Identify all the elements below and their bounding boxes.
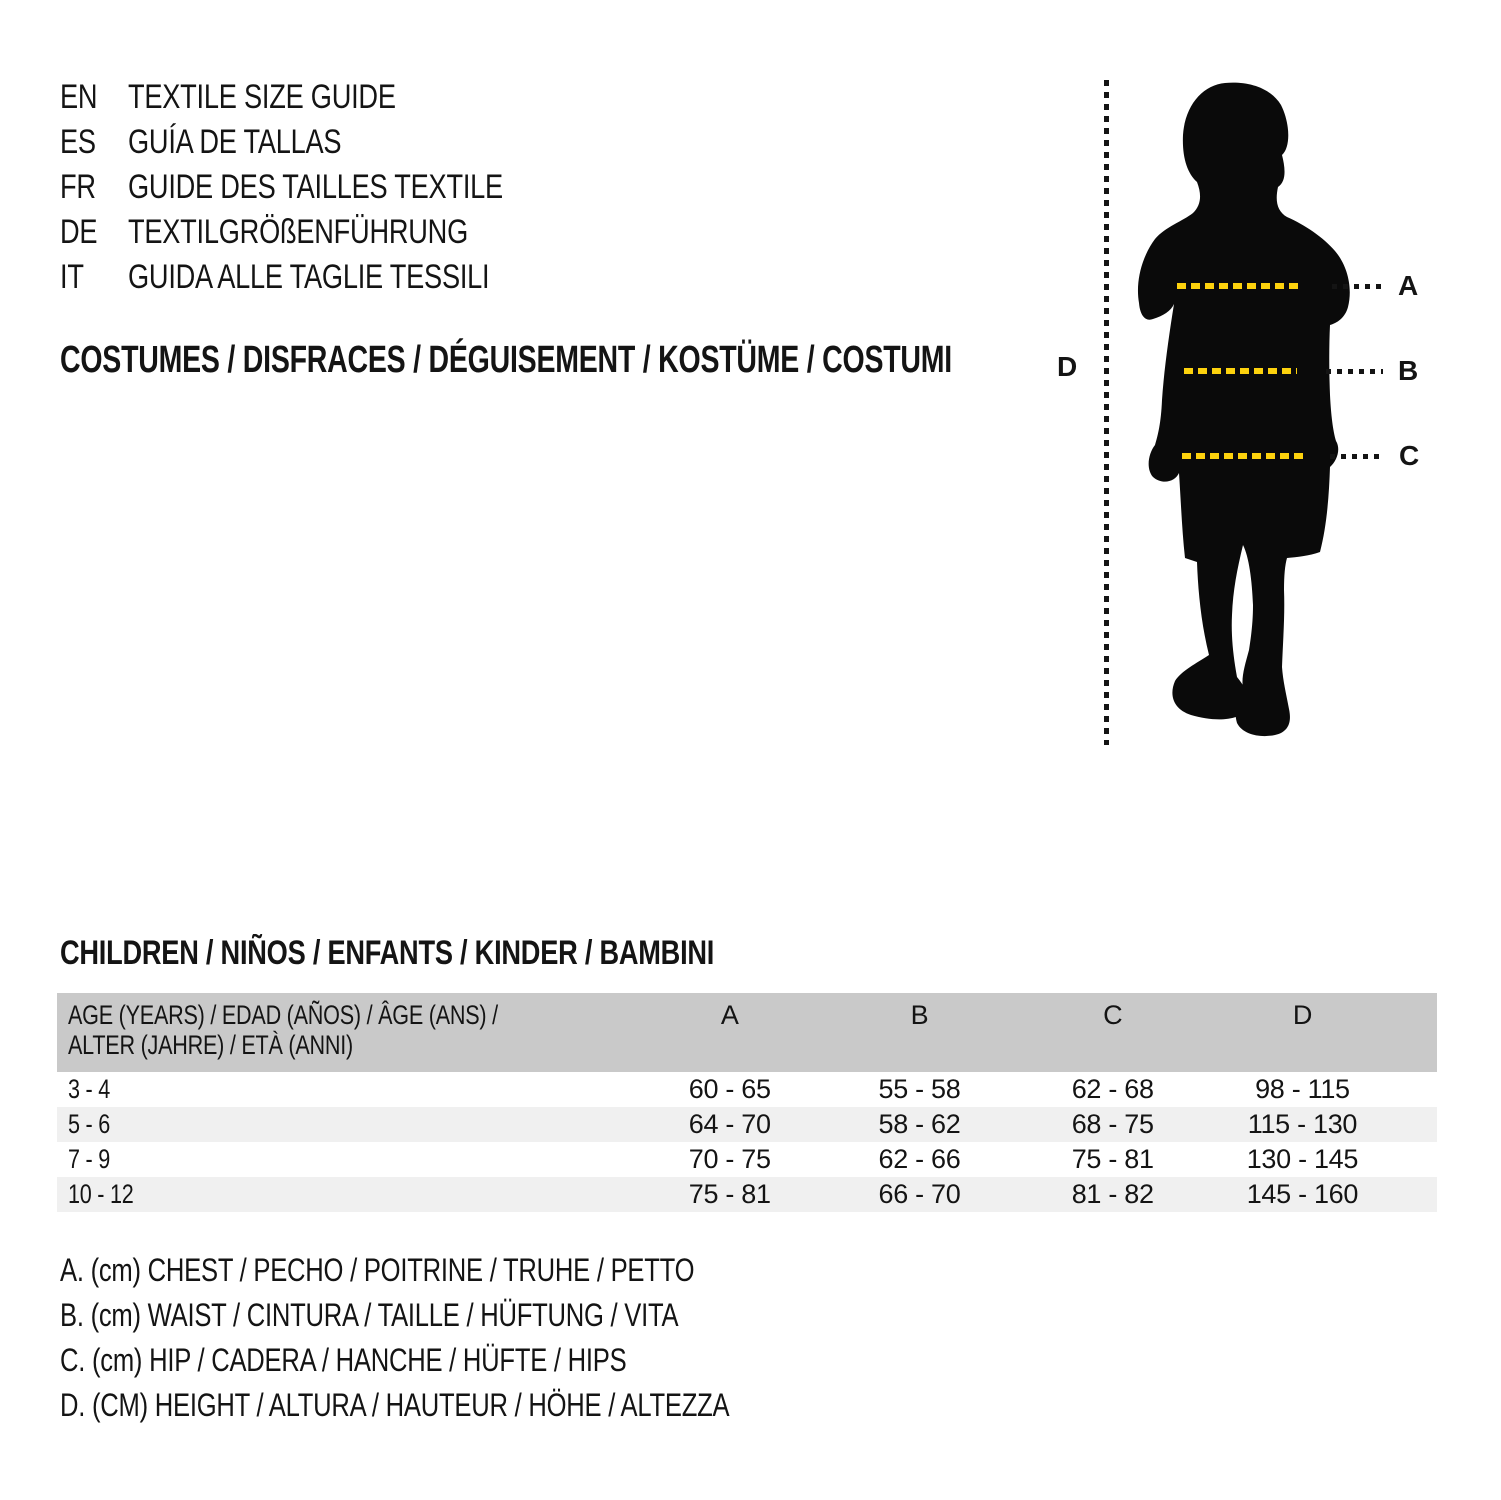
value-cell-a: 70 - 75: [688, 1144, 771, 1174]
value-cell-a: 60 - 65: [688, 1074, 771, 1104]
language-label: GUIDE DES TAILLES TEXTILE: [128, 168, 503, 206]
value-cell-d: 98 - 115: [1255, 1074, 1350, 1104]
language-label: TEXTILE SIZE GUIDE: [128, 78, 396, 116]
child-silhouette-path: [1138, 83, 1350, 736]
legend-item-height: D. (CM) HEIGHT / ALTURA / HAUTEUR / HÖHE / ALTEZZA: [60, 1387, 730, 1423]
column-header-a: A: [720, 1000, 739, 1030]
size-table-row: [57, 1177, 1437, 1212]
column-header-c: C: [1103, 1000, 1123, 1030]
value-cell-c: 62 - 68: [1071, 1074, 1154, 1104]
height-label-d: D: [1057, 351, 1077, 382]
column-header-d: D: [1292, 1000, 1313, 1030]
legend-item-chest: A. (cm) CHEST / PECHO / POITRINE / TRUHE / PETTO: [60, 1252, 695, 1288]
measurement-legend: [60, 1248, 897, 1428]
chest-connector-line: [1332, 284, 1385, 289]
value-cell-b: 55 - 58: [878, 1074, 961, 1104]
column-header-b: B: [910, 1000, 929, 1030]
size-table-row: [57, 1142, 1437, 1177]
value-cell-d: 130 - 145: [1246, 1144, 1359, 1174]
value-cell-a: 75 - 81: [688, 1179, 771, 1209]
value-cell-b: 58 - 62: [878, 1109, 961, 1139]
value-cell-d: 115 - 130: [1247, 1109, 1358, 1139]
waist-measure-line: [1184, 368, 1297, 374]
language-row: [60, 210, 597, 255]
age-cell: 5 - 6: [68, 1109, 111, 1139]
language-label: TEXTILGRÖßENFÜHRUNG: [128, 213, 468, 251]
age-cell: 3 - 4: [68, 1074, 111, 1104]
value-cell-c: 81 - 82: [1071, 1179, 1154, 1209]
chest-label-a: A: [1398, 270, 1418, 301]
language-label: GUIDA ALLE TAGLIE TESSILI: [128, 258, 490, 296]
value-cell-b: 62 - 66: [878, 1144, 961, 1174]
child-silhouette: [1125, 75, 1385, 745]
language-row: [60, 75, 597, 120]
category-title: COSTUMES / DISFRACES / DÉGUISEMENT / KOSTÜME / COSTUMI: [60, 339, 952, 381]
value-cell-b: 66 - 70: [878, 1179, 961, 1209]
language-label: GUÍA DE TALLAS: [128, 123, 342, 161]
age-header-line2: ALTER (JAHRE) / ETÀ (ANNI): [68, 1030, 353, 1060]
language-code: ES: [60, 123, 96, 161]
chest-measure-line: [1177, 283, 1303, 289]
size-table-row: [57, 1072, 1437, 1107]
waist-label-b: B: [1398, 355, 1418, 386]
age-header-line1: AGE (YEARS) / EDAD (AÑOS) / ÂGE (ANS) /: [68, 1000, 498, 1030]
age-column-header: [57, 993, 637, 1072]
size-table-section-title: CHILDREN / NIÑOS / ENFANTS / KINDER / BAMBINI: [60, 934, 715, 972]
value-cell-c: 68 - 75: [1071, 1109, 1154, 1139]
language-code: FR: [60, 168, 96, 206]
children-size-table: [57, 993, 1437, 1212]
language-row: [60, 120, 597, 165]
size-table-row: [57, 1107, 1437, 1142]
height-dotted-line: [1104, 80, 1109, 745]
age-cell: 7 - 9: [68, 1144, 111, 1174]
language-code: IT: [60, 258, 84, 296]
language-row: [60, 165, 597, 210]
legend-item-waist: B. (cm) WAIST / CINTURA / TAILLE / HÜFTUNG / VITA: [60, 1297, 679, 1333]
hip-connector-line: [1330, 454, 1383, 459]
language-row: [60, 255, 597, 300]
language-code: DE: [60, 213, 98, 251]
language-code: EN: [60, 78, 98, 116]
age-cell: 10 - 12: [68, 1179, 134, 1209]
legend-item-hip: C. (cm) HIP / CADERA / HANCHE / HÜFTE / HIPS: [60, 1342, 627, 1378]
hip-measure-line: [1182, 453, 1306, 459]
value-cell-a: 64 - 70: [688, 1109, 771, 1139]
language-list: [60, 75, 597, 300]
waist-connector-line: [1326, 369, 1383, 374]
size-table-header-row: [57, 993, 1437, 1072]
value-cell-d: 145 - 160: [1246, 1179, 1359, 1209]
value-cell-c: 75 - 81: [1071, 1144, 1154, 1174]
column-header-spacer: [1396, 993, 1437, 1072]
hip-label-c: C: [1399, 440, 1419, 471]
